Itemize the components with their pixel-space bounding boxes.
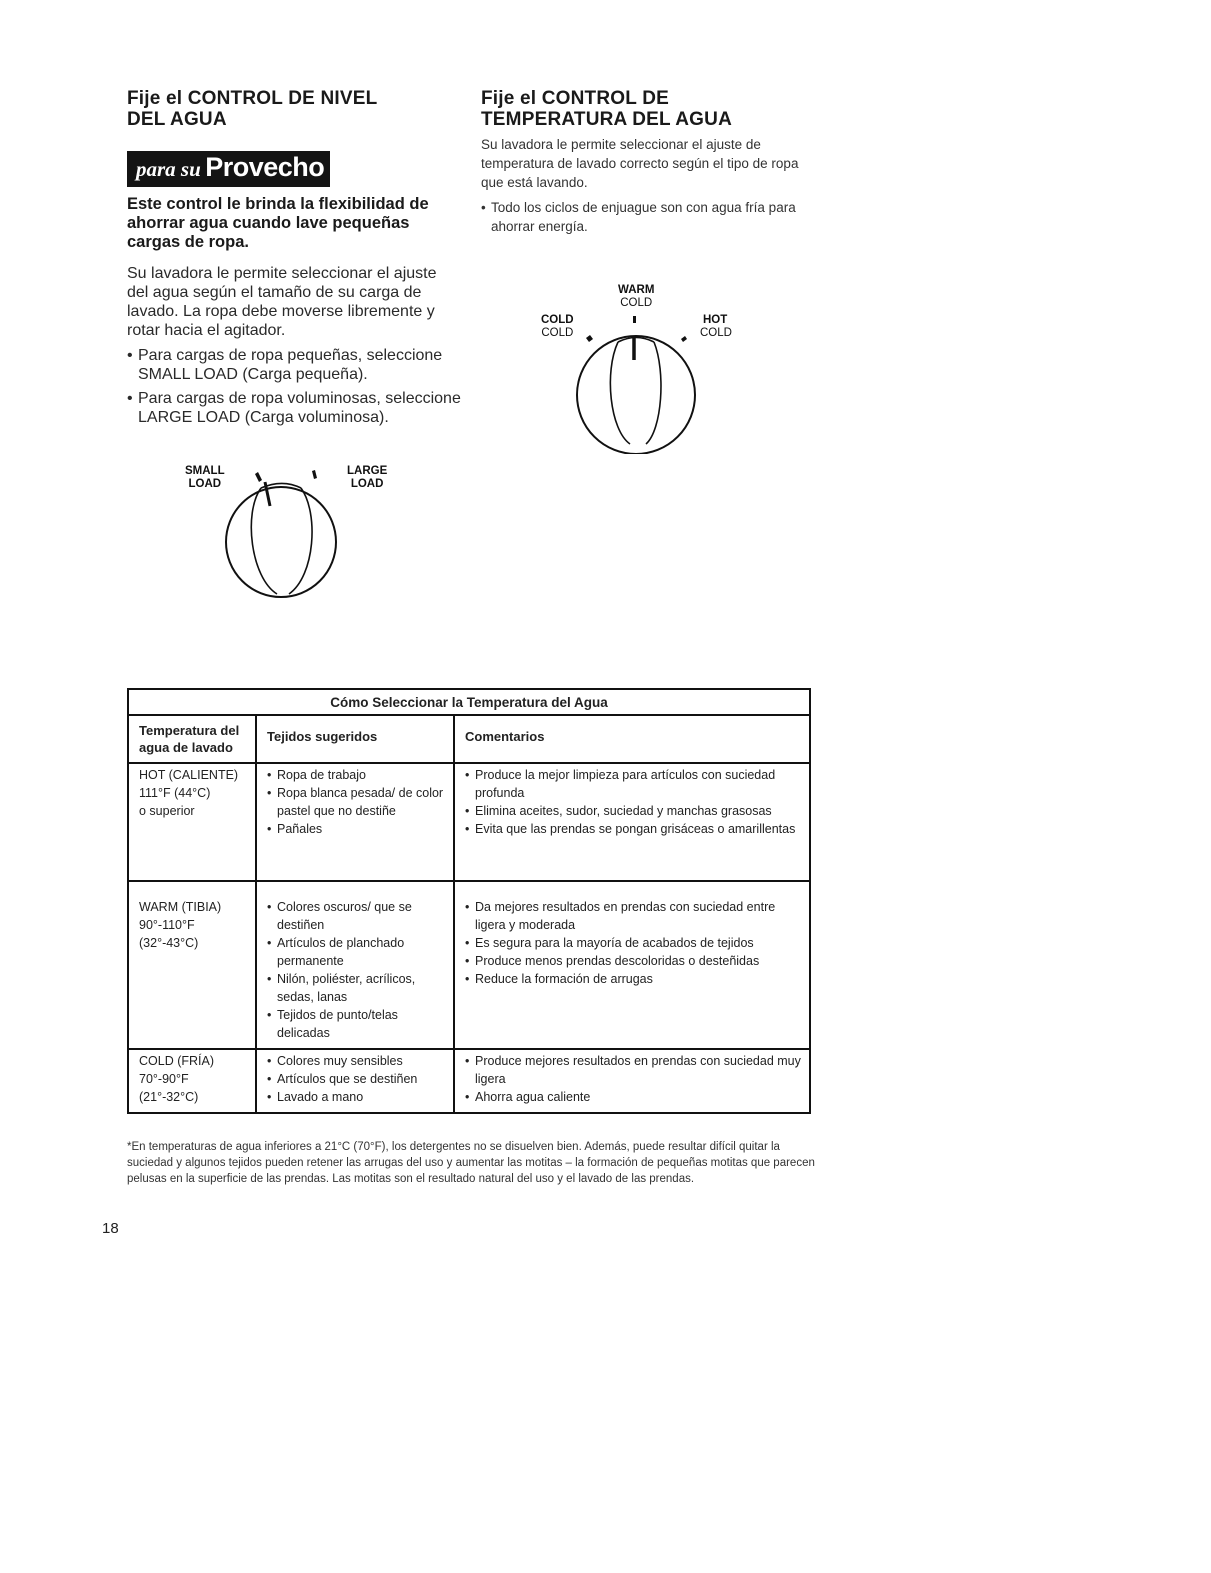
water-temperature-section xyxy=(481,88,811,236)
small-load-label: SMALL LOAD xyxy=(185,465,225,490)
list-item: • Elimina aceites, sudor, suciedad y manchas grasosas xyxy=(465,802,803,820)
water-temperature-bullets xyxy=(481,198,811,236)
large-load-label: LARGE LOAD xyxy=(347,465,388,490)
list-item: • Da mejores resultados en prendas con suciedad entre ligera y moderada xyxy=(465,898,803,934)
list-item: • Lavado a mano xyxy=(267,1088,447,1106)
page-number: 18 xyxy=(102,1220,119,1237)
list-item: • Todo los ciclos de enjuague son con agua fría para ahorrar energía. xyxy=(481,198,811,236)
list-item: • Ropa de trabajo xyxy=(267,766,447,784)
footnote: *En temperaturas de agua inferiores a 21°C (70°F), los detergentes no se disuelven bien. Además, puede resultar difícil quitar la suciedad y algunos tejidos pueden retener las arrugas del uso y aumentar las motitas – la formación de pequeñas motitas que parecen pelusas en la superficie de las prendas. Las motitas son el resultado natural del uso y el lavado de las prendas. xyxy=(127,1141,815,1185)
table-caption: Cómo Seleccionar la Temperatura del Agua xyxy=(128,689,810,715)
table-cell xyxy=(256,1049,454,1113)
list-item: • Produce la mejor limpieza para artículos con suciedad profunda xyxy=(465,766,803,802)
table-cell xyxy=(454,763,810,881)
list-item: • Nilón, poliéster, acrílicos, sedas, lanas xyxy=(267,970,447,1006)
hot-cold-label: HOT COLD xyxy=(700,314,732,339)
table-cell: COLD (FRÍA) 70°-90°F (21°-32°C) xyxy=(128,1049,256,1113)
water-temperature-knob-icon xyxy=(570,312,705,454)
table-row xyxy=(128,763,810,881)
table-row xyxy=(128,1049,810,1113)
list-item: • Colores oscuros/ que se destiñen xyxy=(267,898,447,934)
column-header: Temperatura del agua de lavado xyxy=(128,715,256,763)
list-item: • Produce menos prendas descoloridas o desteñidas xyxy=(465,952,803,970)
list-item: • Reduce la formación de arrugas xyxy=(465,970,803,988)
list-item: • Ahorra agua caliente xyxy=(465,1088,803,1106)
table-cell xyxy=(454,881,810,1049)
list-item: • Para cargas de ropa voluminosas, seleccione LARGE LOAD (Carga voluminosa). xyxy=(127,389,462,427)
table-cell xyxy=(256,881,454,1049)
column-header: Tejidos sugeridos xyxy=(256,715,454,763)
list-item: • Produce mejores resultados en prendas con suciedad muy ligera xyxy=(465,1052,803,1088)
table-cell: WARM (TIBIA) 90°-110°F (32°-43°C) xyxy=(128,881,256,1049)
water-temperature-heading: Fije el CONTROL DE TEMPERATURA DEL AGUA xyxy=(481,88,732,130)
table-header-row xyxy=(128,715,810,763)
water-level-knob-icon xyxy=(215,458,350,598)
water-level-bullets xyxy=(127,346,462,427)
list-item: • Ropa blanca pesada/ de color pastel que no destiñe xyxy=(267,784,447,820)
water-level-paragraph: Su lavadora le permite seleccionar el ajuste del agua según el tamaño de su carga de lavado. La ropa debe moverse libremente y rotar hacia el agitador. xyxy=(127,265,437,339)
table-row xyxy=(128,881,810,1049)
water-level-heading: Fije el CONTROL DE NIVEL DEL AGUA xyxy=(127,88,378,130)
list-item: • Artículos que se destiñen xyxy=(267,1070,447,1088)
water-temperature-paragraph: Su lavadora le permite seleccionar el ajuste de temperatura de lavado correcto según el tipo de ropa que está lavando. xyxy=(481,137,799,190)
table-cell: HOT (CALIENTE) 111°F (44°C) o superior xyxy=(128,763,256,881)
list-item: • Pañales xyxy=(267,820,447,838)
list-item: • Evita que las prendas se pongan grisáceas o amarillentas xyxy=(465,820,803,838)
list-item: • Es segura para la mayoría de acabados de tejidos xyxy=(465,934,803,952)
table-cell xyxy=(454,1049,810,1113)
list-item: • Colores muy sensibles xyxy=(267,1052,447,1070)
list-item: • Para cargas de ropa pequeñas, seleccione SMALL LOAD (Carga pequeña). xyxy=(127,346,462,384)
column-header: Comentarios xyxy=(454,715,810,763)
water-level-section xyxy=(127,88,462,432)
list-item: • Tejidos de punto/telas delicadas xyxy=(267,1006,447,1042)
cold-cold-label: COLD COLD xyxy=(541,314,574,339)
warm-cold-label: WARM COLD xyxy=(618,284,655,309)
water-temperature-table xyxy=(127,688,811,1114)
table-cell xyxy=(256,763,454,881)
para-su-provecho-logo: para su Provecho xyxy=(127,151,330,187)
water-level-lead: Este control le brinda la flexibilidad de ahorrar agua cuando lave pequeñas cargas de ropa. xyxy=(127,195,429,251)
list-item: • Artículos de planchado permanente xyxy=(267,934,447,970)
